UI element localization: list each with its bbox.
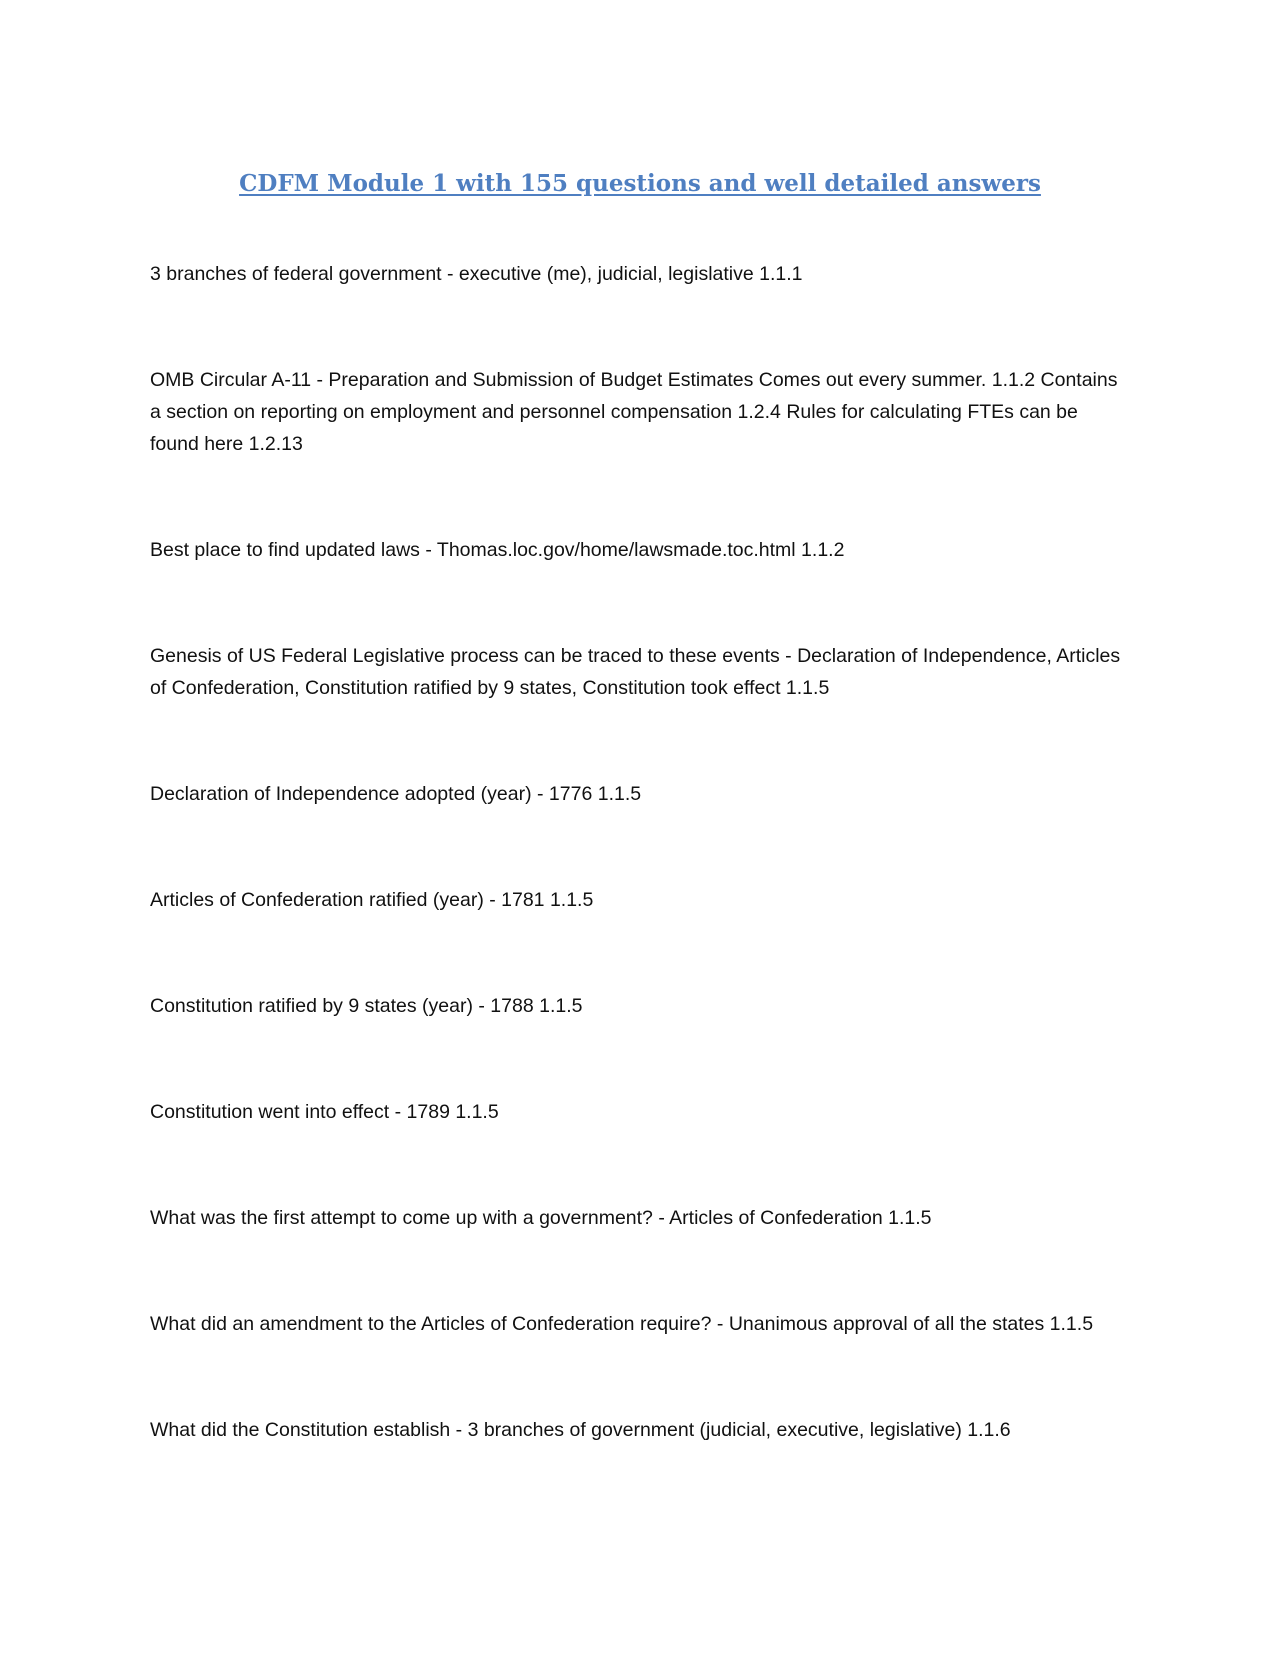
qa-item: What was the first attempt to come up with a government? - Articles of Confederation 1.1.5 <box>150 1207 932 1229</box>
qa-item: What did the Constitution establish - 3 branches of government (judicial, executive, legislative) 1.1.6 <box>150 1419 1011 1441</box>
document-title: CDFM Module 1 with 155 questions and well detailed answers <box>239 170 1041 197</box>
qa-item: Declaration of Independence adopted (year) - 1776 1.1.5 <box>150 783 642 805</box>
qa-list <box>150 258 1130 1520</box>
qa-item: 3 branches of federal government - executive (me), judicial, legislative 1.1.1 <box>150 263 803 285</box>
qa-item: What did an amendment to the Articles of Confederation require? - Unanimous approval of all the states 1.1.5 <box>150 1313 1094 1335</box>
qa-item: Best place to find updated laws - Thomas.loc.gov/home/lawsmade.toc.html 1.1.2 <box>150 539 845 561</box>
qa-item: Articles of Confederation ratified (year) - 1781 1.1.5 <box>150 889 594 911</box>
qa-item: Constitution went into effect - 1789 1.1.5 <box>150 1101 499 1123</box>
qa-item: Constitution ratified by 9 states (year) - 1788 1.1.5 <box>150 995 583 1017</box>
qa-item: OMB Circular A-11 - Preparation and Submission of Budget Estimates Comes out every summer. 1.1.2 Contains a section on reporting on employment and personnel compensation 1.2.4 Rules for calculating FTEs can be found here 1.2.13 <box>150 369 1118 455</box>
qa-item: Genesis of US Federal Legislative process can be traced to these events - Declaration of Independence, Articles of Confederation, Constitution ratified by 9 states, Constitution took effect 1.1.5 <box>150 645 1121 699</box>
